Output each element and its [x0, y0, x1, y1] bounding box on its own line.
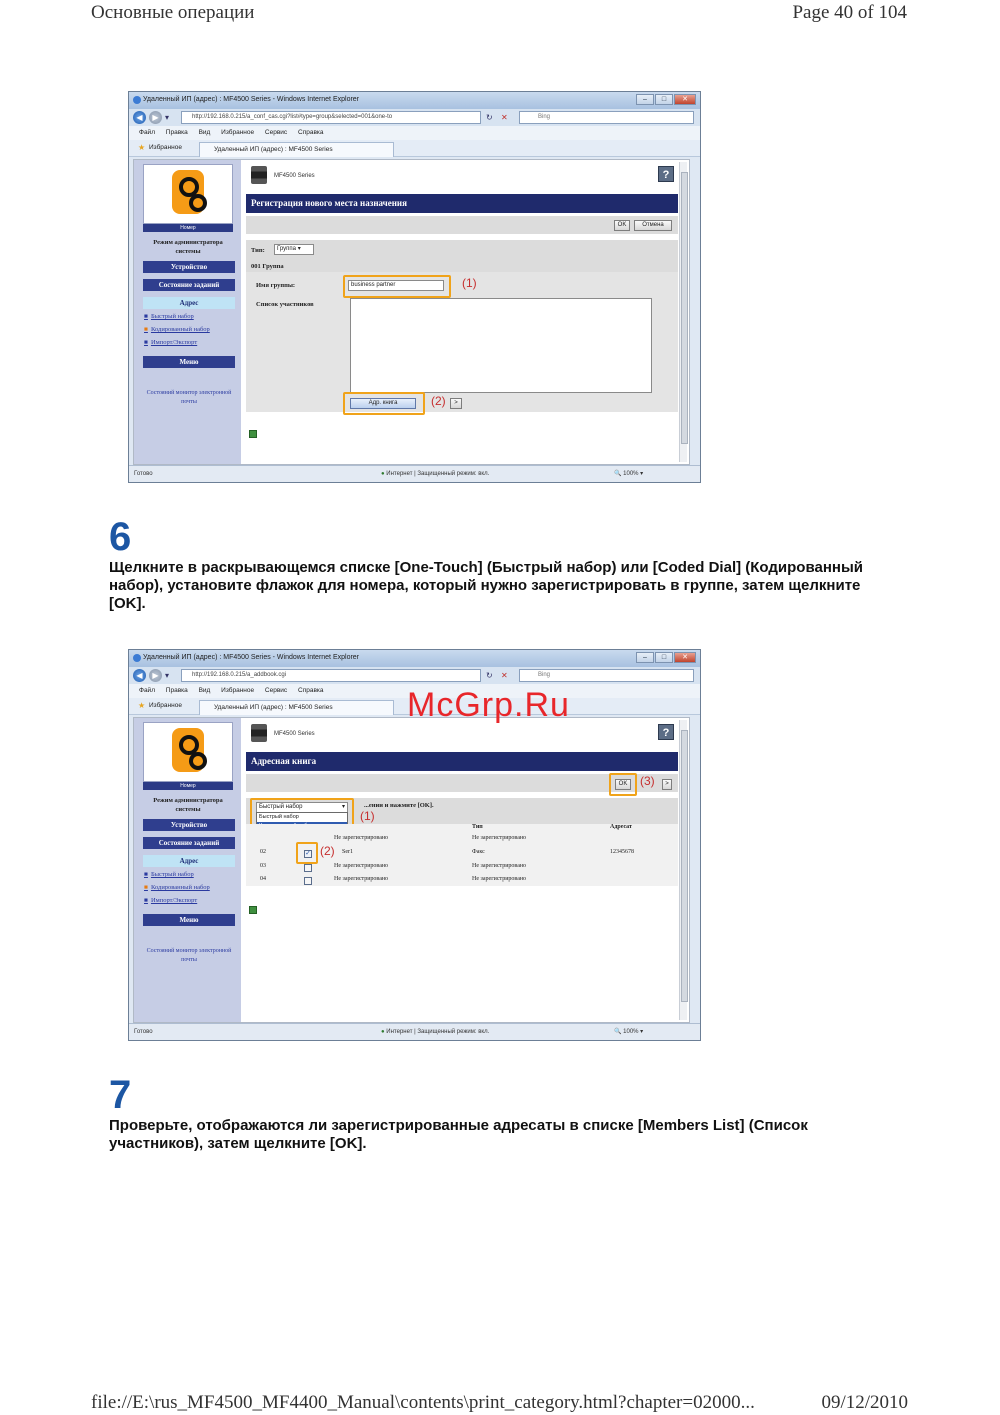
menu-help[interactable]: Справка	[298, 687, 324, 694]
running-header-section: Основные операции	[91, 2, 255, 23]
address-bar[interactable]: http://192.168.0.215/a_addbook.cgi	[181, 669, 481, 682]
type-value: Группа	[277, 246, 297, 252]
search-box[interactable]: Bing	[519, 669, 694, 682]
row-3-no: 03	[260, 863, 266, 869]
sidebar-link-export-label: Импорт/Экспорт	[150, 339, 198, 346]
back-icon[interactable]: ◀	[133, 669, 146, 682]
menu-view[interactable]: Вид	[198, 687, 211, 694]
callout-2: (2)	[431, 394, 446, 408]
zoom-value: 100%	[623, 1029, 639, 1035]
status-bar	[129, 1023, 700, 1041]
step-7-text: Проверьте, отображаются ли зарегистрированные адресаты в списке [Members List] (Список участников), затем щелкните [OK].	[109, 1117, 808, 1152]
sidebar-menu-button[interactable]: Меню	[143, 914, 235, 926]
step-6-text: Щелкните в раскрывающемся списке [One-Touch] (Быстрый набор) или [Coded Dial] (Кодированный набор), установите флажок для номера, который нужно зарегистрировать в группе, затем щелкните [OK].	[109, 559, 863, 612]
bullet-icon: ■	[144, 339, 148, 346]
minimize-icon[interactable]: –	[636, 94, 654, 105]
step-7-number: 7	[109, 1073, 132, 1117]
menu-edit[interactable]: Правка	[165, 687, 188, 694]
menu-favorites[interactable]: Избранное	[221, 687, 255, 694]
help-icon[interactable]: ?	[658, 724, 674, 740]
window-title: Удаленный ИП (адрес) : MF4500 Series - Windows Internet Explorer	[143, 654, 360, 661]
globe-icon: ●	[381, 1029, 385, 1035]
sidebar-link-export[interactable]	[144, 339, 197, 346]
zoom-icon: 🔍	[614, 471, 622, 477]
bullet-icon: ■	[144, 897, 148, 904]
group-heading: 001 Группа	[251, 263, 284, 270]
bullet-icon: ■	[144, 313, 148, 320]
print-date: 09/12/2010	[821, 1392, 908, 1413]
window-titlebar	[129, 92, 700, 109]
watermark: McGrp.Ru	[407, 686, 570, 724]
row-4-name: Не зарегистрировано	[334, 876, 389, 882]
page-number: Page 40 of 104	[792, 2, 907, 23]
help-icon[interactable]: ?	[658, 166, 674, 182]
highlight-checkbox	[296, 842, 318, 864]
instruction-text: ...ении и нажмите [OK].	[364, 802, 434, 809]
sidebar-jobs-button[interactable]: Состояние заданий	[143, 279, 235, 291]
sidebar-jobs-button[interactable]: Состояние заданий	[143, 837, 235, 849]
logo-caption: Номер	[143, 782, 233, 790]
row-3-name: Не зарегистрировано	[334, 863, 389, 869]
favorites-label[interactable]: Избранное	[149, 144, 182, 151]
menu-favorites[interactable]: Избранное	[221, 129, 255, 136]
menu-file[interactable]: Файл	[139, 687, 155, 694]
sidebar-link-coded-label: Кодированный набор	[150, 326, 210, 333]
type-select[interactable]: Группа ▾	[274, 244, 314, 255]
refresh-icon[interactable]: ↻	[486, 671, 493, 680]
favorites-bar	[129, 140, 700, 157]
sidebar-device-button[interactable]: Устройство	[143, 261, 235, 273]
logo-mark-icon	[172, 728, 204, 772]
address-book-button[interactable]: Адр. книга	[350, 398, 416, 409]
sidebar-mail-monitor[interactable]: Состояний монитор электронной почты	[146, 390, 232, 405]
sidebar-mode: Режим администратора системы	[153, 797, 223, 813]
sidebar-menu-button[interactable]: Меню	[143, 356, 235, 368]
model-name: MF4500 Series	[274, 731, 315, 737]
sidebar-mail-monitor[interactable]: Состояний монитор электронной почты	[146, 948, 232, 963]
sidebar-link-onetouch[interactable]	[144, 313, 194, 320]
sidebar-mode: Режим администратора системы	[153, 239, 223, 255]
close-icon[interactable]: ✕	[674, 652, 696, 663]
row-4-checkbox[interactable]	[304, 877, 312, 885]
window-titlebar	[129, 650, 700, 667]
window-title: Удаленный ИП (адрес) : MF4500 Series - Windows Internet Explorer	[143, 96, 360, 103]
row-2-address: 12345678	[610, 849, 634, 855]
row-3-checkbox[interactable]	[304, 864, 312, 872]
bullet-icon: ■	[144, 326, 148, 333]
sidebar-address-button[interactable]: Адрес	[143, 297, 235, 309]
row-4-no: 04	[260, 876, 266, 882]
forward-icon[interactable]: ▶	[149, 669, 162, 682]
members-list-label: Список участников	[256, 301, 314, 308]
sidebar	[134, 160, 241, 464]
ie-icon	[133, 96, 141, 104]
type-label: Тип:	[251, 247, 265, 254]
bullet-icon: ■	[144, 871, 148, 878]
page-title: Регистрация нового места назначения	[246, 194, 678, 213]
forward-icon[interactable]: ▶	[149, 111, 162, 124]
model-name: MF4500 Series	[274, 173, 315, 179]
window-controls	[636, 94, 696, 105]
callout-1: (1)	[360, 809, 375, 823]
minimize-icon[interactable]: –	[636, 652, 654, 663]
callout-3: (3)	[640, 774, 655, 788]
vertical-scrollbar[interactable]	[679, 720, 687, 1020]
favorites-star-icon[interactable]: ★	[138, 701, 146, 710]
history-dropdown-icon[interactable]: ▾	[165, 671, 170, 680]
callout-1: (1)	[462, 276, 477, 290]
row-2-no: 02	[260, 849, 266, 855]
sidebar	[134, 718, 241, 1022]
menu-tools[interactable]: Сервис	[264, 687, 288, 694]
vertical-scrollbar[interactable]	[679, 162, 687, 462]
file-path: file://E:\rus_MF4500_MF4400_Manual\contents\print_category.html?chapter=02000...	[91, 1392, 755, 1413]
zoom-icon: 🔍	[614, 1029, 622, 1035]
ok-button[interactable]: OK	[614, 220, 630, 231]
row-2-type: Факс	[472, 849, 485, 855]
history-dropdown-icon[interactable]: ▾	[165, 113, 170, 122]
back-icon[interactable]: ◀	[133, 111, 146, 124]
maximize-icon[interactable]: □	[655, 94, 673, 105]
ie-icon	[133, 654, 141, 662]
sidebar-link-coded-label: Кодированный набор	[150, 884, 210, 891]
group-name-label: Имя группы:	[256, 282, 296, 289]
menu-bar	[129, 126, 700, 140]
next-button[interactable]: >	[662, 779, 672, 790]
favorites-star-icon[interactable]: ★	[138, 143, 146, 152]
highlight-ok	[609, 773, 637, 796]
status-ready: Готово	[134, 1029, 153, 1035]
menu-help[interactable]: Справка	[298, 129, 324, 136]
status-zone	[381, 466, 489, 483]
stop-icon[interactable]: ✕	[501, 113, 508, 122]
sidebar-address-button[interactable]: Адрес	[143, 855, 235, 867]
printer-icon	[251, 166, 267, 184]
maximize-icon[interactable]: □	[655, 652, 673, 663]
cancel-button[interactable]: Отмена	[634, 220, 672, 231]
menu-view[interactable]: Вид	[198, 129, 211, 136]
col-type-header: Тип	[472, 824, 483, 830]
screenshot-register-group	[128, 91, 701, 483]
address-row	[129, 109, 700, 126]
status-zone-label: Интернет | Защищенный режим: вкл.	[386, 1029, 490, 1035]
browser-tab[interactable]: Удаленный ИП (адрес) : MF4500 Series	[199, 142, 394, 157]
web-content	[133, 159, 690, 465]
page-title: Адресная книга	[246, 752, 678, 771]
option-onetouch[interactable]: Быстрый набор	[259, 814, 299, 820]
row-1-type: Не зарегистрировано	[472, 835, 527, 841]
sidebar-link-export[interactable]	[144, 897, 197, 904]
highlight-name	[343, 275, 451, 298]
bullet-icon: ■	[144, 884, 148, 891]
stop-icon[interactable]: ✕	[501, 671, 508, 680]
highlight-address-book	[343, 392, 425, 415]
members-list[interactable]	[350, 298, 652, 393]
col-address-header: Адресат	[610, 824, 632, 830]
sidebar-link-onetouch[interactable]	[144, 871, 194, 878]
zoom-level[interactable]: 🔍 100% ▾	[614, 1029, 644, 1035]
remote-ui-logo	[143, 722, 233, 782]
logo-caption: Номер	[143, 224, 233, 232]
add-button[interactable]: >	[450, 398, 462, 409]
dial-type-value: Быстрый набор	[259, 804, 303, 810]
sidebar-link-onetouch-label: Быстрый набор	[150, 871, 194, 878]
close-icon[interactable]: ✕	[674, 94, 696, 105]
main-panel	[244, 718, 682, 1022]
globe-icon: ●	[381, 471, 385, 477]
sidebar-link-onetouch-label: Быстрый набор	[150, 313, 194, 320]
menu-file[interactable]: Файл	[139, 129, 155, 136]
sidebar-device-button[interactable]: Устройство	[143, 819, 235, 831]
main-panel	[244, 160, 682, 464]
logo-mark-icon	[172, 170, 204, 214]
remote-ui-logo	[143, 164, 233, 224]
row-1-name: Не зарегистрировано	[334, 835, 389, 841]
web-content	[133, 717, 690, 1023]
window-controls	[636, 652, 696, 663]
menu-edit[interactable]: Правка	[165, 129, 188, 136]
dial-type-select[interactable]: Быстрый набор ▾	[256, 802, 348, 813]
favorites-label[interactable]: Избранное	[149, 702, 182, 709]
search-box[interactable]: Bing	[519, 111, 694, 124]
address-row	[129, 667, 700, 684]
page-top-icon[interactable]	[249, 906, 257, 914]
menu-tools[interactable]: Сервис	[264, 129, 288, 136]
status-ready: Готово	[134, 471, 153, 477]
row-3-type: Не зарегистрировано	[472, 863, 527, 869]
group-name-input[interactable]: business partner	[348, 280, 444, 291]
step-6-number: 6	[109, 515, 132, 559]
address-bar[interactable]: http://192.168.0.215/a_conf_cas.cgi?list#type=group&selected=001&one-to	[181, 111, 481, 124]
browser-tab[interactable]: Удаленный ИП (адрес) : MF4500 Series	[199, 700, 394, 715]
row-2-name: Ser1	[342, 849, 353, 855]
status-zone	[381, 1024, 489, 1041]
ok-button[interactable]: OK	[615, 779, 631, 790]
zoom-value: 100%	[623, 471, 639, 477]
sidebar-link-export-label: Импорт/Экспорт	[150, 897, 198, 904]
refresh-icon[interactable]: ↻	[486, 113, 493, 122]
row-2-checkbox[interactable]: ✓	[305, 850, 311, 857]
zoom-level[interactable]: 🔍 100% ▾	[614, 471, 644, 477]
callout-2: (2)	[320, 844, 335, 858]
status-bar	[129, 465, 700, 483]
printer-icon	[251, 724, 267, 742]
sidebar-link-coded[interactable]	[144, 326, 210, 333]
status-zone-label: Интернет | Защищенный режим: вкл.	[386, 471, 490, 477]
page-top-icon[interactable]	[249, 430, 257, 438]
sidebar-link-coded[interactable]	[144, 884, 210, 891]
row-4-type: Не зарегистрировано	[472, 876, 527, 882]
